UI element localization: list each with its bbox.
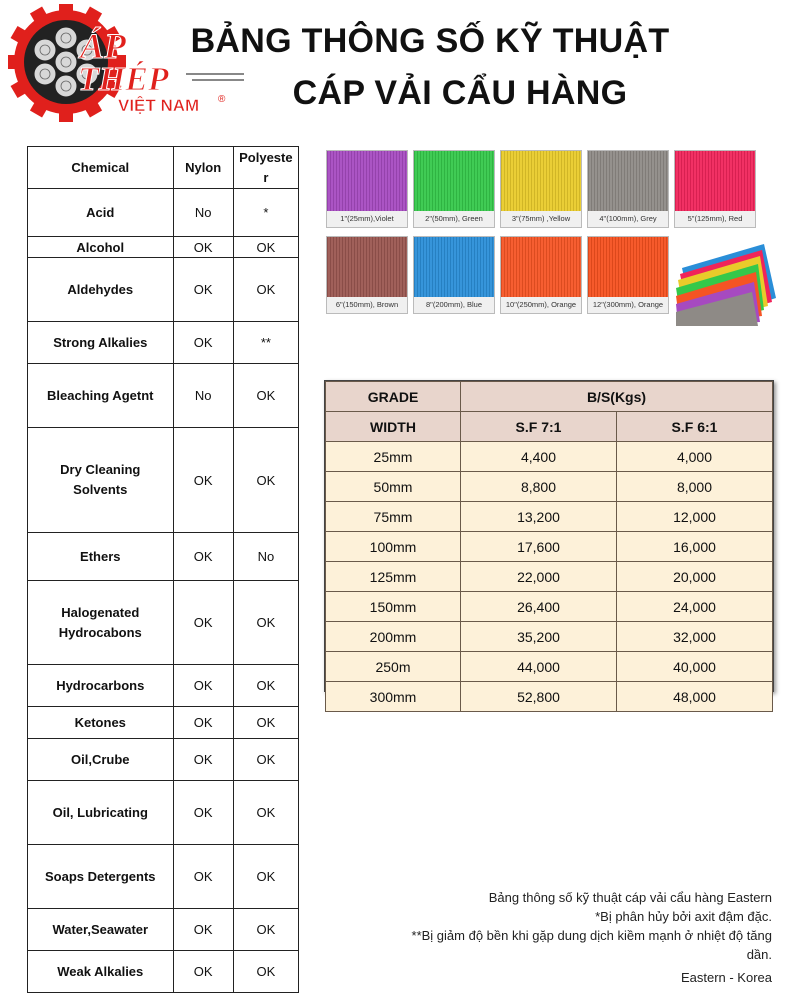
nylon-value: OK [173, 665, 233, 707]
sf6-value: 24,000 [617, 592, 773, 622]
swatch-color [675, 151, 755, 211]
breaking-strength-panel [324, 380, 774, 705]
width-value: 150mm [326, 592, 461, 622]
swatch-label: 8"(200mm), Blue [414, 297, 494, 313]
polyester-value: OK [233, 781, 298, 845]
width-value: 50mm [326, 472, 461, 502]
swatch-color [588, 237, 668, 297]
chemical-name-line1: Dry Cleaning [60, 462, 141, 477]
swatch-green [413, 150, 495, 228]
polyester-value: OK [233, 665, 298, 707]
table-row [326, 562, 773, 592]
swatch-color [501, 151, 581, 211]
swatch-orange-250 [500, 236, 582, 314]
chemical-name: Ethers [28, 533, 174, 581]
nylon-value: OK [173, 533, 233, 581]
width-value: 300mm [326, 682, 461, 712]
page-title-line2: CÁP VẢI CẨU HÀNG [292, 74, 628, 112]
footnotes [340, 888, 772, 987]
chemical-name: Oil,Crube [28, 739, 174, 781]
width-value: 200mm [326, 622, 461, 652]
polyester-value: ** [233, 322, 298, 364]
table-row [28, 781, 299, 845]
chemical-name: Bleaching Agetnt [28, 364, 174, 428]
chemical-name [28, 428, 174, 533]
sf7-value: 44,000 [461, 652, 617, 682]
header-grade: GRADE [326, 382, 461, 412]
grade-subheader-row [326, 412, 773, 442]
swatch-label: 1"(25mm),Violet [327, 211, 407, 227]
swatch-color [414, 237, 494, 297]
polyester-value: No [233, 533, 298, 581]
nylon-value: No [173, 189, 233, 237]
nylon-value: OK [173, 237, 233, 258]
table-row [28, 951, 299, 993]
table-header-row [28, 147, 299, 189]
note-line: *Bị phân hủy bởi axit đậm đặc. [595, 909, 772, 924]
sf7-value: 17,600 [461, 532, 617, 562]
swatch-red [674, 150, 756, 228]
logo-text-line2: THÉP [78, 61, 169, 98]
chemical-name: Alcohol [28, 237, 174, 258]
page-title-line1: BẢNG THÔNG SỐ KỸ THUẬT [190, 22, 670, 60]
table-row [28, 909, 299, 951]
table-row [28, 581, 299, 665]
note-source: Eastern - Korea [680, 970, 772, 985]
chemical-name: Oil, Lubricating [28, 781, 174, 845]
table-row [28, 428, 299, 533]
nylon-value: OK [173, 909, 233, 951]
header-sf6: S.F 6:1 [617, 412, 773, 442]
polyester-value: * [233, 189, 298, 237]
webbing-stack-image [676, 238, 778, 326]
swatch-label: 10"(250mm), Orange [501, 297, 581, 313]
polyester-value: OK [233, 845, 298, 909]
sf7-value: 52,800 [461, 682, 617, 712]
logo-registered-mark: ® [218, 94, 226, 105]
sf7-value: 26,400 [461, 592, 617, 622]
nylon-value: No [173, 364, 233, 428]
polyester-value: OK [233, 707, 298, 739]
logo-text-line1: ÁP [80, 26, 127, 66]
header-polyester-part1: Polyeste [239, 149, 293, 165]
swatch-label: 12"(300mm), Orange [588, 297, 668, 313]
table-row [28, 739, 299, 781]
chemical-resistance-table [27, 146, 299, 993]
grade-header-row [326, 382, 773, 412]
swatch-grey [587, 150, 669, 228]
sf7-value: 8,800 [461, 472, 617, 502]
header-sf7: S.F 7:1 [461, 412, 617, 442]
swatch-color [327, 237, 407, 297]
swatch-color [327, 151, 407, 211]
sf6-value: 4,000 [617, 442, 773, 472]
nylon-value: OK [173, 845, 233, 909]
sf7-value: 4,400 [461, 442, 617, 472]
polyester-value: OK [233, 581, 298, 665]
sf6-value: 16,000 [617, 532, 773, 562]
nylon-value: OK [173, 951, 233, 993]
polyester-value: OK [233, 739, 298, 781]
table-row [28, 364, 299, 428]
sf7-value: 22,000 [461, 562, 617, 592]
table-row [326, 472, 773, 502]
nylon-value: OK [173, 739, 233, 781]
note-line: dần. [746, 947, 772, 962]
table-row [28, 845, 299, 909]
chemical-name: Acid [28, 189, 174, 237]
chemical-name-line2: Solvents [73, 482, 128, 497]
chemical-name: Ketones [28, 707, 174, 739]
nylon-value: OK [173, 258, 233, 322]
swatch-color [414, 151, 494, 211]
table-row [28, 533, 299, 581]
sf6-value: 48,000 [617, 682, 773, 712]
sf6-value: 12,000 [617, 502, 773, 532]
nylon-value: OK [173, 781, 233, 845]
table-row [28, 322, 299, 364]
polyester-value: OK [233, 909, 298, 951]
sf6-value: 20,000 [617, 562, 773, 592]
breaking-strength-table [325, 381, 773, 712]
table-row [28, 237, 299, 258]
sf6-value: 32,000 [617, 622, 773, 652]
chemical-name: Hydrocarbons [28, 665, 174, 707]
webbing-color-swatches [326, 150, 786, 330]
header-breaking-strength: B/S(Kgs) [461, 382, 773, 412]
header-chemical: Chemical [28, 147, 174, 189]
width-value: 125mm [326, 562, 461, 592]
swatch-label: 3"(75mm) ,Yellow [501, 211, 581, 227]
width-value: 100mm [326, 532, 461, 562]
sf7-value: 35,200 [461, 622, 617, 652]
width-value: 250m [326, 652, 461, 682]
swatch-orange-300 [587, 236, 669, 314]
swatch-color [588, 151, 668, 211]
sf6-value: 40,000 [617, 652, 773, 682]
nylon-value: OK [173, 581, 233, 665]
swatch-yellow [500, 150, 582, 228]
table-row [28, 665, 299, 707]
polyester-value: OK [233, 258, 298, 322]
polyester-value: OK [233, 237, 298, 258]
sf6-value: 8,000 [617, 472, 773, 502]
table-row [326, 532, 773, 562]
swatch-violet [326, 150, 408, 228]
sf7-value: 13,200 [461, 502, 617, 532]
width-value: 25mm [326, 442, 461, 472]
table-row [326, 592, 773, 622]
table-row [326, 502, 773, 532]
chemical-name: Aldehydes [28, 258, 174, 322]
chemical-name: Water,Seawater [28, 909, 174, 951]
swatch-blue [413, 236, 495, 314]
header-polyester-part2: r [263, 169, 269, 185]
chemical-name [28, 581, 174, 665]
chemical-name: Strong Alkalies [28, 322, 174, 364]
polyester-value: OK [233, 428, 298, 533]
note-line: Bảng thông số kỹ thuật cáp vải cẩu hàng Eastern [488, 890, 772, 905]
swatch-label: 6"(150mm), Brown [327, 297, 407, 313]
header-width: WIDTH [326, 412, 461, 442]
header-nylon: Nylon [173, 147, 233, 189]
nylon-value: OK [173, 428, 233, 533]
table-row [326, 652, 773, 682]
chemical-name-line1: Halogenated [61, 604, 140, 620]
swatch-label: 4"(100mm), Grey [588, 211, 668, 227]
swatch-label: 2"(50mm), Green [414, 211, 494, 227]
swatch-color [501, 237, 581, 297]
table-row [28, 189, 299, 237]
polyester-value: OK [233, 951, 298, 993]
table-row [28, 707, 299, 739]
swatch-label: 5"(125mm), Red [675, 211, 755, 227]
header-polyester [233, 147, 298, 189]
note-line: **Bị giảm độ bền khi gặp dung dịch kiềm mạnh ở nhiệt độ tăng [411, 928, 772, 943]
nylon-value: OK [173, 322, 233, 364]
logo-text-line3: VIỆT NAM [118, 96, 200, 115]
swatch-brown [326, 236, 408, 314]
table-row [28, 258, 299, 322]
chemical-name: Weak Alkalies [28, 951, 174, 993]
width-value: 75mm [326, 502, 461, 532]
table-row [326, 442, 773, 472]
nylon-value: OK [173, 707, 233, 739]
polyester-value: OK [233, 364, 298, 428]
table-row [326, 682, 773, 712]
table-row [326, 622, 773, 652]
chemical-name-line2: Hydrocabons [58, 624, 142, 640]
chemical-name: Soaps Detergents [28, 845, 174, 909]
